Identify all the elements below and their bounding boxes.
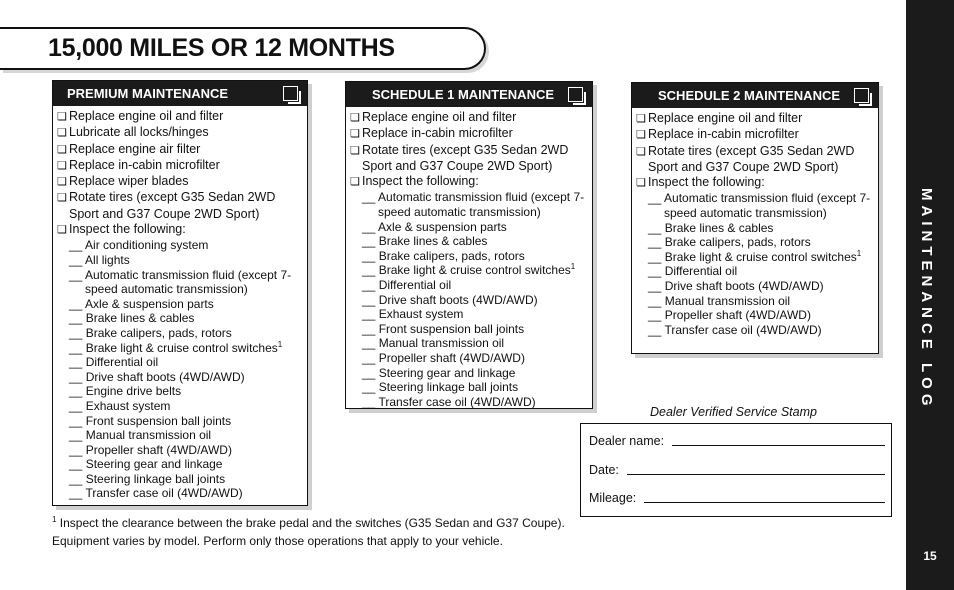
inspection-item [57, 268, 303, 297]
inspection-item-label: Differential oil [378, 278, 452, 293]
blank-line[interactable]: __ [362, 248, 376, 263]
inspection-item-label: All lights [85, 252, 130, 267]
inspection-item [636, 294, 874, 309]
inspection-item [57, 297, 303, 312]
mileage-label: Mileage: [589, 491, 637, 505]
checkbox-icon[interactable]: ❏ [350, 112, 360, 124]
inspection-item [57, 384, 303, 399]
checkbox-icon[interactable]: ❏ [350, 144, 360, 157]
inspection-item-label: Steering linkage ball joints [378, 380, 519, 395]
checklist-item [57, 125, 303, 141]
inspection-item-label: Steering linkage ball joints [85, 471, 226, 486]
box-heading-label: PREMIUM MAINTENANCE [67, 86, 229, 101]
blank-line[interactable]: __ [648, 235, 662, 250]
date-line[interactable] [627, 473, 885, 475]
inspection-item-label: Engine drive belts [85, 384, 182, 399]
checklist-item-label: Inspect the following: [69, 222, 186, 237]
blank-line[interactable]: __ [648, 191, 662, 206]
inspection-item [57, 428, 303, 443]
blank-line[interactable]: __ [69, 311, 83, 326]
inspection-item [350, 190, 588, 219]
inspection-item [57, 399, 303, 414]
box-heading-label: SCHEDULE 2 MAINTENANCE [658, 88, 841, 103]
mileage-row [589, 491, 885, 505]
blank-line[interactable]: __ [69, 238, 83, 253]
inspection-item-label: Exhaust system [378, 307, 464, 322]
stamp-title: Dealer Verified Service Stamp [650, 405, 817, 419]
dealer-name-label: Dealer name: [589, 434, 665, 448]
blank-line[interactable]: __ [648, 279, 662, 294]
checklist-item-label: Replace in-cabin microfilter [362, 126, 513, 141]
inspection-item [636, 235, 874, 250]
inspection-item-label: Propeller shaft (4WD/AWD) [85, 442, 232, 457]
blank-line[interactable]: __ [69, 369, 83, 384]
box-heading-label: SCHEDULE 1 MAINTENANCE [372, 87, 555, 102]
checklist-item [350, 174, 588, 190]
checklist-item [636, 144, 874, 176]
checklist-item [350, 110, 588, 126]
checkbox-icon[interactable]: ❏ [57, 143, 67, 156]
blank-line[interactable]: __ [648, 322, 662, 337]
blank-line[interactable]: __ [362, 365, 376, 380]
inspection-item-label: Exhaust system [85, 398, 171, 413]
checklist-item-label: Replace in-cabin microfilter [648, 127, 799, 142]
item-list [53, 106, 307, 501]
inspection-item-label: Propeller shaft (4WD/AWD) [378, 351, 525, 366]
checklist-item-label: Rotate tires (except G35 Sedan 2WD Sport and G37 Coupe 2WD Sport) [69, 190, 276, 221]
inspection-item-label: Front suspension ball joints [378, 321, 525, 336]
inspection-item-label: Automatic transmission fluid (except 7-speed automatic transmission) [378, 190, 585, 220]
checklist-item-label: Replace wiper blades [69, 174, 189, 189]
blank-line[interactable]: __ [69, 457, 83, 472]
footnote-line-2: Equipment varies by model. Perform only those operations that apply to your vehicle. [52, 534, 503, 548]
checklist-item [57, 158, 303, 174]
blank-line[interactable]: __ [648, 220, 662, 235]
blank-line[interactable]: __ [362, 263, 376, 278]
blank-line[interactable]: __ [648, 264, 662, 279]
inspection-item [57, 443, 303, 458]
inspection-item [350, 336, 588, 351]
checklist-item-label: Rotate tires (except G35 Sedan 2WD Sport and G37 Coupe 2WD Sport) [648, 143, 855, 174]
blank-line[interactable]: __ [69, 398, 83, 413]
inspection-item-label: Differential oil [85, 355, 159, 370]
blank-line[interactable]: __ [362, 292, 376, 307]
inspection-item [57, 472, 303, 487]
footnote-ref: 1 [570, 262, 576, 272]
inspection-item [57, 253, 303, 268]
checkbox-icon[interactable]: ❏ [636, 177, 646, 190]
blank-line[interactable]: __ [69, 413, 83, 428]
inspection-item [350, 351, 588, 366]
inspection-item-label: Brake lines & cables [378, 234, 488, 249]
blank-line[interactable]: __ [69, 384, 83, 399]
box-heading [53, 81, 307, 106]
checkbox-icon[interactable]: ❏ [636, 145, 646, 158]
inspection-item [57, 414, 303, 429]
checklist-item [57, 222, 303, 238]
inspection-item [350, 249, 588, 264]
inspection-item-label: Automatic transmission fluid (except 7-speed automatic transmission) [664, 191, 871, 221]
checkbox-icon[interactable]: ❏ [350, 128, 360, 141]
inspection-item-label: Brake calipers, pads, rotors [85, 325, 232, 340]
checklist-item [57, 190, 303, 222]
checklist-item [636, 111, 874, 127]
inspection-item [636, 308, 874, 323]
checklist-item-label: Replace engine oil and filter [69, 109, 224, 123]
checklist-item [57, 174, 303, 190]
checkbox-icon [283, 86, 298, 101]
inspection-item [350, 278, 588, 293]
checkbox-icon[interactable]: ❏ [636, 113, 646, 125]
checklist-item-label: Inspect the following: [362, 174, 479, 189]
dealer-name-line[interactable] [672, 444, 885, 446]
inspection-item-label: Automatic transmission fluid (except 7-speed automatic transmission) [85, 267, 292, 297]
inspection-item-label: Propeller shaft (4WD/AWD) [664, 308, 811, 323]
footnote-ref: 1 [277, 339, 283, 349]
inspection-item [350, 380, 588, 395]
blank-line[interactable]: __ [648, 293, 662, 308]
checkbox-icon [568, 87, 583, 102]
inspection-item-label: Transfer case oil (4WD/AWD) [85, 486, 243, 501]
checklist-item-label: Lubricate all locks/hinges [69, 125, 209, 140]
inspection-item [636, 323, 874, 338]
inspection-item-label: Transfer case oil (4WD/AWD) [378, 394, 536, 409]
inspection-item-label: Steering gear and linkage [378, 365, 516, 380]
checklist-item [350, 126, 588, 142]
inspection-item [57, 370, 303, 385]
checkbox-icon[interactable]: ❏ [57, 159, 67, 172]
item-list [346, 107, 592, 409]
inspection-item-label: Drive shaft boots (4WD/AWD) [378, 292, 538, 307]
blank-line[interactable]: __ [362, 351, 376, 366]
inspection-item [57, 326, 303, 341]
checkbox-icon[interactable]: ❏ [57, 192, 67, 205]
checklist-item [636, 127, 874, 143]
inspection-item [350, 234, 588, 249]
blank-line[interactable]: __ [362, 234, 376, 249]
blank-line[interactable]: __ [362, 336, 376, 351]
premium-maintenance-box [52, 80, 308, 506]
inspection-item [57, 341, 303, 356]
checkbox-icon[interactable]: ❏ [350, 176, 360, 189]
blank-line[interactable]: __ [69, 252, 83, 267]
footnote-marker: 1 [52, 515, 57, 524]
checklist-item-label: Rotate tires (except G35 Sedan 2WD Sport and G37 Coupe 2WD Sport) [362, 142, 569, 173]
blank-line[interactable]: __ [362, 307, 376, 322]
mileage-line[interactable] [644, 501, 885, 503]
inspection-item-label: Manual transmission oil [664, 293, 791, 308]
inspection-item-label: Drive shaft boots (4WD/AWD) [664, 279, 824, 294]
blank-line[interactable]: __ [362, 278, 376, 293]
inspection-item-label: Manual transmission oil [85, 428, 212, 443]
page-number: 15 [923, 549, 937, 563]
inspection-item [350, 263, 588, 278]
inspection-item-label: Steering gear and linkage [85, 457, 223, 472]
blank-line[interactable]: __ [362, 219, 376, 234]
inspection-item-label: Differential oil [664, 264, 738, 279]
checklist-item-label: Replace engine air filter [69, 141, 201, 156]
inspection-item-label: Brake lines & cables [664, 220, 774, 235]
checkbox-icon[interactable]: ❏ [57, 127, 67, 140]
dealer-name-row [589, 434, 885, 448]
inspection-item [636, 264, 874, 279]
inspection-item-label: Front suspension ball joints [85, 413, 232, 428]
inspection-item-label: Brake calipers, pads, rotors [664, 235, 811, 250]
date-row [589, 463, 885, 477]
inspection-item-label: Transfer case oil (4WD/AWD) [664, 322, 822, 337]
footnote-ref: 1 [856, 248, 862, 258]
blank-line[interactable]: __ [69, 355, 83, 370]
checklist-item [57, 142, 303, 158]
item-list [632, 108, 878, 337]
blank-line[interactable]: __ [362, 394, 376, 409]
blank-line[interactable]: __ [69, 486, 83, 501]
schedule-1-maintenance-box [345, 81, 593, 409]
inspection-item-label: Brake light & cruise control switches [378, 263, 571, 278]
box-heading [632, 83, 878, 108]
checkbox-icon[interactable]: ❏ [57, 176, 67, 189]
checkbox-icon[interactable]: ❏ [636, 129, 646, 142]
inspection-item [57, 311, 303, 326]
side-bar [906, 0, 954, 590]
checklist-item-label: Replace in-cabin microfilter [69, 157, 220, 172]
inspection-item-label: Brake light & cruise control switches [664, 249, 857, 264]
inspection-item [350, 322, 588, 337]
checkbox-icon[interactable]: ❏ [57, 111, 67, 123]
footnote-line-1: Inspect the clearance between the brake pedal and the switches (G35 Sedan and G37 Coupe). [59, 516, 565, 530]
blank-line[interactable]: __ [69, 340, 83, 355]
checklist-item-label: Inspect the following: [648, 175, 765, 190]
service-stamp-box [580, 423, 892, 517]
checklist-item-label: Replace engine oil and filter [648, 111, 803, 125]
blank-line[interactable]: __ [648, 249, 662, 264]
blank-line[interactable]: __ [69, 325, 83, 340]
blank-line[interactable]: __ [69, 442, 83, 457]
inspection-item [57, 238, 303, 253]
inspection-item-label: Axle & suspension parts [85, 296, 214, 311]
inspection-item [350, 220, 588, 235]
blank-line[interactable]: __ [362, 190, 376, 205]
checklist-item [57, 109, 303, 125]
date-label: Date: [589, 463, 619, 477]
inspection-item [57, 457, 303, 472]
blank-line[interactable]: __ [69, 267, 83, 282]
footnote [52, 514, 565, 550]
inspection-item [350, 395, 588, 410]
inspection-item [350, 307, 588, 322]
inspection-item [636, 191, 874, 220]
inspection-item [636, 221, 874, 236]
inspection-item-label: Axle & suspension parts [378, 219, 507, 234]
checkbox-icon[interactable]: ❏ [57, 224, 67, 237]
checkbox-icon [854, 88, 869, 103]
inspection-item [57, 486, 303, 501]
blank-line[interactable]: __ [69, 296, 83, 311]
page-title: 15,000 MILES OR 12 MONTHS [48, 34, 395, 62]
inspection-item [350, 293, 588, 308]
checklist-item [350, 143, 588, 175]
checklist-item-label: Replace engine oil and filter [362, 110, 517, 124]
inspection-item [636, 250, 874, 265]
schedule-2-maintenance-box [631, 82, 879, 354]
inspection-item-label: Brake light & cruise control switches [85, 340, 278, 355]
inspection-item [57, 355, 303, 370]
inspection-item-label: Air conditioning system [85, 238, 209, 253]
blank-line[interactable]: __ [362, 380, 376, 395]
blank-line[interactable]: __ [648, 308, 662, 323]
blank-line[interactable]: __ [69, 428, 83, 443]
side-label: MAINTENANCE LOG [918, 188, 935, 411]
inspection-item-label: Brake lines & cables [85, 311, 195, 326]
box-heading [346, 82, 592, 107]
blank-line[interactable]: __ [362, 321, 376, 336]
inspection-item-label: Drive shaft boots (4WD/AWD) [85, 369, 245, 384]
inspection-item-label: Manual transmission oil [378, 336, 505, 351]
inspection-item [636, 279, 874, 294]
blank-line[interactable]: __ [69, 471, 83, 486]
inspection-item [350, 366, 588, 381]
inspection-item-label: Brake calipers, pads, rotors [378, 248, 525, 263]
checklist-item [636, 175, 874, 191]
